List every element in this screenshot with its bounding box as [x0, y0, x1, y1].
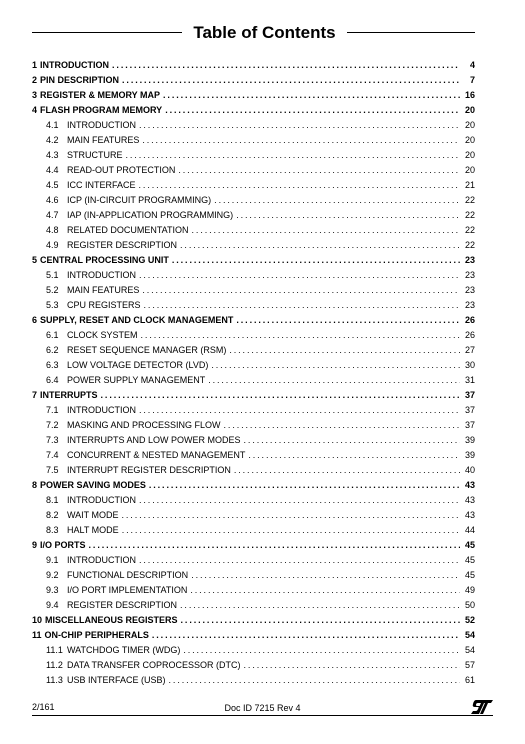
- toc-entry-title: MAIN FEATURES: [67, 135, 140, 145]
- toc-entry-page: 44: [464, 525, 475, 535]
- toc-section-entry[interactable]: [32, 508, 475, 523]
- toc-section-entry[interactable]: [32, 568, 475, 583]
- toc-entry-number: 4.5: [46, 180, 59, 190]
- toc-entry-number: 7.2: [46, 420, 59, 430]
- page-title: Table of Contents: [193, 23, 336, 42]
- toc-entry-number: 11: [32, 630, 42, 640]
- toc-entry-title: CENTRAL PROCESSING UNIT: [40, 255, 169, 265]
- toc-entry-number: 11.2: [46, 660, 63, 670]
- toc-entry-title: INTRODUCTION: [67, 555, 136, 565]
- toc-section-entry[interactable]: [32, 553, 475, 568]
- footer-rule: [32, 715, 493, 716]
- toc-entry-page: 37: [464, 420, 475, 430]
- toc-entry-page: 43: [464, 480, 475, 490]
- toc-entry-title: INTRODUCTION: [67, 495, 136, 505]
- toc-entry-page: 57: [464, 660, 475, 670]
- toc-section-entry[interactable]: [32, 373, 475, 388]
- header-rule-left: [32, 32, 182, 33]
- toc-chapter-entry[interactable]: [32, 478, 475, 493]
- toc-dot-leader: [139, 178, 460, 193]
- toc-entry-number: 8.2: [46, 510, 59, 520]
- toc-dot-leader: [236, 208, 460, 223]
- toc-dot-leader: [172, 253, 460, 268]
- toc-entry-page: 37: [464, 405, 475, 415]
- toc-entry-title: CPU REGISTERS: [67, 300, 141, 310]
- toc-entry-title: MASKING AND PROCESSING FLOW: [67, 420, 221, 430]
- toc-dot-leader: [244, 433, 460, 448]
- toc-entry-number: 5.3: [46, 300, 59, 310]
- toc-entry-title: I/O PORT IMPLEMENTATION: [67, 585, 188, 595]
- toc-entry-title: POWER SUPPLY MANAGEMENT: [67, 375, 206, 385]
- toc-entry-number: 9.1: [46, 555, 59, 565]
- toc-entry-number: 4.7: [46, 210, 59, 220]
- toc-entry-page: 50: [464, 600, 475, 610]
- toc-entry-number: 9.3: [46, 585, 59, 595]
- toc-dot-leader: [149, 478, 460, 493]
- toc-dot-leader: [122, 73, 460, 88]
- toc-entry-title: FUNCTIONAL DESCRIPTION: [67, 570, 189, 580]
- toc-entry-title: DATA TRANSFER COPROCESSOR (DTC): [67, 660, 241, 670]
- toc-entry-number: 3: [32, 90, 38, 100]
- toc-dot-leader: [180, 238, 460, 253]
- toc-entry-page: 40: [464, 465, 475, 475]
- toc-dot-leader: [244, 658, 460, 673]
- toc-dot-leader: [234, 463, 460, 478]
- toc-section-entry[interactable]: [32, 148, 475, 163]
- toc-entry-title: RELATED DOCUMENTATION: [67, 225, 189, 235]
- toc-entry-title: ICC INTERFACE: [67, 180, 136, 190]
- toc-section-entry[interactable]: [32, 493, 475, 508]
- toc-dot-leader: [122, 523, 460, 538]
- toc-entry-page: 45: [464, 570, 475, 580]
- toc-dot-leader: [165, 103, 460, 118]
- toc-entry-title: FLASH PROGRAM MEMORY: [40, 105, 163, 115]
- toc-entry-number: 1: [32, 60, 38, 70]
- toc-section-entry[interactable]: [32, 238, 475, 253]
- toc-entry-number: 8: [32, 480, 38, 490]
- toc-entry-page: 23: [464, 300, 475, 310]
- toc-entry-title: IAP (IN-APPLICATION PROGRAMMING): [67, 210, 234, 220]
- toc-entry-page: 20: [464, 165, 475, 175]
- toc-entry-page: 45: [464, 555, 475, 565]
- toc-dot-leader: [211, 358, 460, 373]
- toc-entry-page: 54: [464, 630, 475, 640]
- toc-entry-title: REGISTER DESCRIPTION: [67, 600, 178, 610]
- toc-entry-number: 5: [32, 255, 38, 265]
- toc-entry-number: 11.3: [46, 675, 63, 685]
- toc-entry-number: 7: [32, 390, 38, 400]
- toc-section-entry[interactable]: [32, 418, 475, 433]
- toc-section-entry[interactable]: [32, 673, 475, 688]
- toc-entry-page: 45: [464, 540, 475, 550]
- toc-entry-page: 31: [464, 375, 475, 385]
- toc-entry-number: 4.8: [46, 225, 59, 235]
- toc-entry-title: POWER SAVING MODES: [40, 480, 146, 490]
- toc-entry-page: 22: [464, 240, 475, 250]
- toc-section-entry[interactable]: [32, 268, 475, 283]
- toc-entry-page: 20: [464, 150, 475, 160]
- toc-entry-page: 26: [464, 330, 475, 340]
- toc-section-entry[interactable]: [32, 658, 475, 673]
- toc-entry-number: 9.2: [46, 570, 59, 580]
- toc-chapter-entry[interactable]: [32, 58, 475, 73]
- toc-entry-page: 37: [464, 390, 475, 400]
- toc-entry-number: 11.1: [46, 645, 63, 655]
- toc-entry-page: 26: [464, 315, 475, 325]
- toc-entry-title: USB INTERFACE (USB): [67, 675, 166, 685]
- toc-dot-leader: [208, 373, 460, 388]
- toc-entry-page: 23: [464, 285, 475, 295]
- toc-entry-page: 21: [464, 180, 475, 190]
- toc-section-entry[interactable]: [32, 583, 475, 598]
- toc-dot-leader: [89, 538, 460, 553]
- toc-chapter-entry[interactable]: [32, 253, 475, 268]
- toc-entry-title: CONCURRENT & NESTED MANAGEMENT: [67, 450, 246, 460]
- toc-entry-number: 8.1: [46, 495, 59, 505]
- toc-section-entry[interactable]: [32, 193, 475, 208]
- toc-section-entry[interactable]: [32, 643, 475, 658]
- toc-entry-number: 6.2: [46, 345, 59, 355]
- toc-section-entry[interactable]: [32, 208, 475, 223]
- toc-entry-page: 54: [464, 645, 475, 655]
- toc-chapter-entry[interactable]: [32, 313, 475, 328]
- toc-entry-title: INTRODUCTION: [67, 405, 136, 415]
- toc-entry-number: 4.6: [46, 195, 59, 205]
- toc-entry-number: 4.4: [46, 165, 59, 175]
- toc-dot-leader: [181, 613, 460, 628]
- toc-entry-number: 8.3: [46, 525, 59, 535]
- toc-chapter-entry[interactable]: [32, 88, 475, 103]
- toc-section-entry[interactable]: [32, 433, 475, 448]
- toc-dot-leader: [169, 673, 460, 688]
- toc-dot-leader: [142, 133, 460, 148]
- toc-entry-title: INTERRUPT REGISTER DESCRIPTION: [67, 465, 231, 475]
- toc-entry-page: 4: [469, 60, 475, 70]
- toc-section-entry[interactable]: [32, 403, 475, 418]
- toc-entry-number: 7.3: [46, 435, 59, 445]
- toc-section-entry[interactable]: [32, 358, 475, 373]
- toc-chapter-entry[interactable]: [32, 73, 475, 88]
- toc-section-entry[interactable]: [32, 598, 475, 613]
- toc-dot-leader: [139, 493, 460, 508]
- toc-entry-number: 6.4: [46, 375, 59, 385]
- toc-section-entry[interactable]: [32, 523, 475, 538]
- toc-section-entry[interactable]: [32, 283, 475, 298]
- toc-entry-page: 39: [464, 435, 475, 445]
- toc-entry-title: CLOCK SYSTEM: [67, 330, 138, 340]
- toc-dot-leader: [101, 388, 460, 403]
- toc-entry-page: 23: [464, 255, 475, 265]
- toc-dot-leader: [236, 313, 460, 328]
- toc-dot-leader: [224, 418, 460, 433]
- toc-entry-number: 4: [32, 105, 38, 115]
- toc-entry-page: 23: [464, 270, 475, 280]
- toc-dot-leader: [122, 508, 461, 523]
- toc-chapter-entry[interactable]: [32, 103, 475, 118]
- toc-dot-leader: [178, 163, 460, 178]
- toc-section-entry[interactable]: [32, 448, 475, 463]
- toc-section-entry[interactable]: [32, 163, 475, 178]
- toc-entry-title: REGISTER DESCRIPTION: [67, 240, 178, 250]
- toc-dot-leader: [139, 553, 460, 568]
- toc-entry-page: 16: [464, 90, 475, 100]
- footer-doc-id: Doc ID 7215 Rev 4: [224, 703, 301, 713]
- toc-dot-leader: [191, 568, 460, 583]
- toc-section-entry[interactable]: [32, 463, 475, 478]
- toc-entry-page: 22: [464, 210, 475, 220]
- toc-entry-page: 43: [464, 495, 475, 505]
- toc-entry-title: INTERRUPTS: [40, 390, 98, 400]
- toc-entry-number: 7.1: [46, 405, 59, 415]
- toc-section-entry[interactable]: [32, 133, 475, 148]
- toc-entry-page: 20: [464, 105, 475, 115]
- toc-dot-leader: [141, 328, 460, 343]
- toc-entry-page: 49: [464, 585, 475, 595]
- toc-dot-leader: [248, 448, 460, 463]
- toc-entry-page: 20: [464, 120, 475, 130]
- toc-dot-leader: [112, 58, 460, 73]
- table-of-contents: [32, 58, 475, 688]
- toc-entry-number: 7.4: [46, 450, 59, 460]
- toc-entry-page: 22: [464, 225, 475, 235]
- toc-entry-page: 52: [464, 615, 475, 625]
- toc-entry-number: 10: [32, 615, 43, 625]
- toc-entry-title: INTRODUCTION: [67, 120, 136, 130]
- toc-entry-page: 39: [464, 450, 475, 460]
- toc-entry-title: INTRODUCTION: [40, 60, 110, 70]
- toc-dot-leader: [229, 343, 460, 358]
- toc-chapter-entry[interactable]: [32, 628, 475, 643]
- toc-chapter-entry[interactable]: [32, 613, 475, 628]
- toc-section-entry[interactable]: [32, 343, 475, 358]
- toc-entry-title: LOW VOLTAGE DETECTOR (LVD): [67, 360, 209, 370]
- toc-entry-title: MAIN FEATURES: [67, 285, 140, 295]
- toc-entry-page: 22: [464, 195, 475, 205]
- toc-dot-leader: [183, 643, 460, 658]
- toc-entry-title: READ-OUT PROTECTION: [67, 165, 176, 175]
- toc-section-entry[interactable]: [32, 328, 475, 343]
- toc-entry-number: 9: [32, 540, 38, 550]
- toc-entry-title: WAIT MODE: [67, 510, 119, 520]
- toc-chapter-entry[interactable]: [32, 538, 475, 553]
- toc-entry-number: 9.4: [46, 600, 59, 610]
- toc-section-entry[interactable]: [32, 118, 475, 133]
- toc-chapter-entry[interactable]: [32, 388, 475, 403]
- st-logo-icon: [471, 700, 493, 714]
- toc-dot-leader: [152, 628, 460, 643]
- toc-entry-title: INTRODUCTION: [67, 270, 136, 280]
- toc-entry-number: 7.5: [46, 465, 59, 475]
- toc-entry-number: 4.2: [46, 135, 59, 145]
- toc-entry-title: I/O PORTS: [40, 540, 86, 550]
- toc-entry-number: 6.1: [46, 330, 59, 340]
- toc-entry-page: 30: [464, 360, 475, 370]
- toc-entry-title: HALT MODE: [67, 525, 119, 535]
- toc-entry-title: STRUCTURE: [67, 150, 123, 160]
- toc-dot-leader: [163, 88, 460, 103]
- toc-dot-leader: [139, 268, 460, 283]
- toc-header: [32, 22, 475, 44]
- toc-entry-page: 43: [464, 510, 475, 520]
- toc-entry-page: 20: [464, 135, 475, 145]
- footer-page-number: 2/161: [32, 702, 55, 712]
- toc-entry-number: 5.2: [46, 285, 59, 295]
- toc-entry-page: 61: [464, 675, 475, 685]
- toc-entry-title: REGISTER & MEMORY MAP: [40, 90, 161, 100]
- toc-entry-number: 4.9: [46, 240, 59, 250]
- header-rule-right: [347, 32, 475, 33]
- toc-dot-leader: [142, 283, 460, 298]
- toc-entry-number: 2: [32, 75, 38, 85]
- toc-entry-number: 5.1: [46, 270, 59, 280]
- toc-entry-page: 7: [469, 75, 475, 85]
- toc-section-entry[interactable]: [32, 223, 475, 238]
- toc-dot-leader: [139, 403, 460, 418]
- toc-entry-title: ON-CHIP PERIPHERALS: [44, 630, 149, 640]
- toc-entry-title: INTERRUPTS AND LOW POWER MODES: [67, 435, 241, 445]
- toc-dot-leader: [214, 193, 460, 208]
- toc-entry-number: 6.3: [46, 360, 59, 370]
- toc-entry-number: 4.1: [46, 120, 59, 130]
- toc-entry-number: 4.3: [46, 150, 59, 160]
- toc-section-entry[interactable]: [32, 178, 475, 193]
- toc-dot-leader: [180, 598, 460, 613]
- toc-entry-title: WATCHDOG TIMER (WDG): [67, 645, 181, 655]
- toc-dot-leader: [144, 298, 460, 313]
- toc-entry-title: MISCELLANEOUS REGISTERS: [45, 615, 178, 625]
- toc-dot-leader: [139, 118, 460, 133]
- toc-entry-page: 27: [464, 345, 475, 355]
- toc-dot-leader: [192, 223, 460, 238]
- toc-entry-title: SUPPLY, RESET AND CLOCK MANAGEMENT: [40, 315, 234, 325]
- toc-dot-leader: [190, 583, 460, 598]
- toc-entry-title: RESET SEQUENCE MANAGER (RSM): [67, 345, 227, 355]
- toc-entry-title: ICP (IN-CIRCUIT PROGRAMMING): [67, 195, 212, 205]
- toc-section-entry[interactable]: [32, 298, 475, 313]
- toc-entry-title: PIN DESCRIPTION: [40, 75, 120, 85]
- toc-entry-number: 6: [32, 315, 38, 325]
- toc-dot-leader: [126, 148, 461, 163]
